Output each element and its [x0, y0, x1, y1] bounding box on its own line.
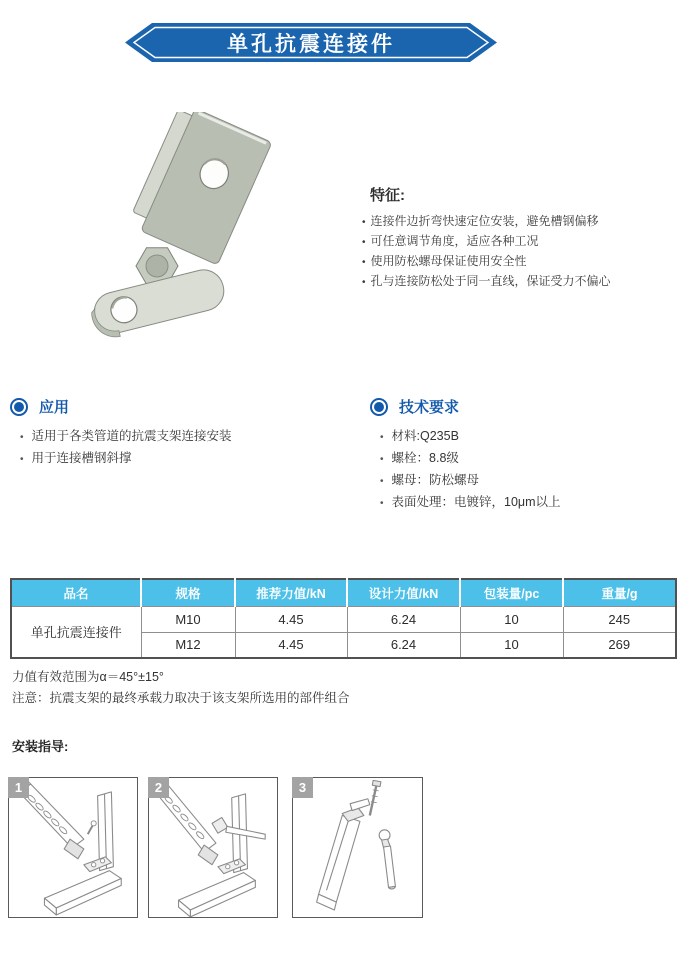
cell-spec: M10 [141, 606, 235, 632]
tech-requirements-list [370, 426, 685, 514]
col-header-design-force: 设计力值/kN [347, 579, 460, 606]
cell-design-force: 6.24 [347, 606, 460, 632]
step-number-badge: 2 [148, 777, 169, 798]
cell-weight: 245 [563, 606, 676, 632]
cell-recommended-force: 4.45 [235, 632, 347, 658]
tech-requirements-section [370, 396, 685, 514]
features-list [362, 212, 682, 292]
product-photo [85, 112, 345, 362]
tech-requirement-item: • 材料:Q235B [380, 426, 685, 448]
application-header [10, 396, 340, 417]
tech-requirement-item: • 螺栓：8.8级 [380, 448, 685, 470]
application-section [10, 396, 340, 470]
col-header-recommended-force: 推荐力值/kN [235, 579, 347, 606]
installation-step-3 [292, 777, 423, 918]
cell-design-force: 6.24 [347, 632, 460, 658]
installation-diagram-1 [9, 778, 137, 917]
note-force-range: 力值有效范围为α＝45°±15° [12, 670, 164, 684]
step-number-badge: 3 [292, 777, 313, 798]
note-warning: 注意：抗震支架的最终承载力取决于该支架所选用的部件组合 [12, 691, 350, 705]
spec-table-header-row [11, 579, 676, 606]
tech-requirements-header [370, 396, 685, 417]
cell-pack-qty: 10 [460, 632, 563, 658]
cell-recommended-force: 4.45 [235, 606, 347, 632]
bullseye-icon [10, 398, 28, 416]
installation-step-2 [148, 777, 278, 918]
tech-requirement-item: • 螺母：防松螺母 [380, 470, 685, 492]
feature-item: • 使用防松螺母保证使用安全性 [362, 252, 682, 272]
application-list [10, 426, 340, 470]
features-heading: 特征: [370, 187, 405, 204]
notes [12, 667, 350, 709]
feature-item: • 可任意调节角度，适应各种工况 [362, 232, 682, 252]
col-header-product-name: 品名 [11, 579, 141, 606]
spec-table [10, 578, 677, 659]
page-title: 单孔抗震连接件 [227, 32, 395, 56]
tech-requirements-heading: 技术要求 [399, 399, 460, 416]
application-item: • 用于连接槽钢斜撑 [20, 448, 340, 470]
col-header-pack-qty: 包装量/pc [460, 579, 563, 606]
features-section [362, 184, 682, 292]
step-number-badge: 1 [8, 777, 29, 798]
application-heading: 应用 [39, 399, 70, 416]
feature-item: • 连接件边折弯快速定位安装，避免槽钢偏移 [362, 212, 682, 232]
cell-spec: M12 [141, 632, 235, 658]
installation-diagram-3 [293, 778, 422, 917]
cell-weight: 269 [563, 632, 676, 658]
tech-requirement-item: • 表面处理：电镀锌，10μm以上 [380, 492, 685, 514]
title-banner [125, 23, 497, 62]
table-row [11, 606, 676, 632]
col-header-weight: 重量/g [563, 579, 676, 606]
cell-product-name: 单孔抗震连接件 [11, 606, 141, 658]
bullseye-icon [370, 398, 388, 416]
installation-diagram-2 [149, 778, 277, 917]
application-item: • 适用于各类管道的抗震支架连接安装 [20, 426, 340, 448]
feature-item: • 孔与连接防松处于同一直线，保证受力不偏心 [362, 272, 682, 292]
installation-step-1 [8, 777, 138, 918]
cell-pack-qty: 10 [460, 606, 563, 632]
col-header-spec: 规格 [141, 579, 235, 606]
installation-heading: 安装指导: [12, 739, 69, 754]
